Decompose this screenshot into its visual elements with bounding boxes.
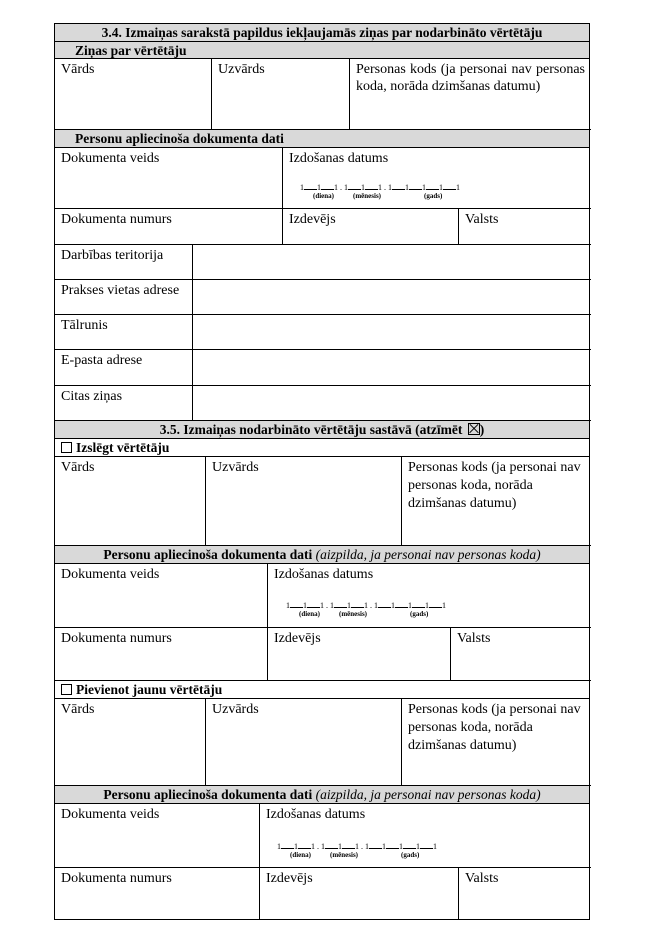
practice-address-input[interactable] (193, 280, 591, 315)
issuer-field[interactable]: Izdevējs (260, 868, 459, 920)
territory-input[interactable] (193, 245, 591, 280)
document-number-field[interactable]: Dokumenta numurs (55, 868, 260, 920)
date-tick: 1 (317, 183, 321, 192)
date-tick: 1 (286, 601, 290, 610)
date-tick: 1 (361, 183, 365, 192)
checked-box-icon (468, 423, 480, 435)
name-field[interactable]: Vārds (55, 59, 212, 130)
document-type-field[interactable]: Dokumenta veids (55, 148, 283, 209)
date-blank[interactable] (298, 842, 311, 849)
id-document-title: Personu apliecinoša dokumenta dati (55, 130, 589, 148)
phone-label: Tālrunis (55, 315, 193, 350)
document-type-field[interactable]: Dokumenta veids (55, 804, 260, 868)
date-separator: . (317, 842, 319, 851)
date-blank[interactable] (409, 183, 422, 190)
practice-address-label: Prakses vietas adrese (55, 280, 193, 315)
date-label: (mēnesis) (339, 610, 367, 618)
date-label: (diena) (299, 610, 320, 618)
phone-input[interactable] (193, 315, 591, 350)
form (54, 23, 590, 920)
date-blank[interactable] (334, 601, 347, 608)
date-separator: . (326, 601, 328, 610)
date-tick: 1 (303, 601, 307, 610)
date-line (286, 601, 446, 618)
surname-field[interactable]: Uzvārds (206, 457, 402, 546)
surname-field[interactable]: Uzvārds (206, 699, 402, 786)
date-tick: 1 (433, 842, 437, 851)
date-tick: 1 (378, 183, 382, 192)
date-blank[interactable] (307, 601, 320, 608)
personal-code-field[interactable]: Personas kods (ja personai nav personas koda, norāda dzimšanas datumu) (350, 59, 591, 130)
id-document-title: Personu apliecinoša dokumenta dati (aizpilda, ja personai nav personas koda) (55, 786, 589, 804)
date-tick: 1 (344, 183, 348, 192)
issuer-field[interactable]: Izdevējs (268, 628, 451, 681)
issue-date-field[interactable]: Izdošanas datums (268, 564, 591, 628)
date-blank[interactable] (290, 601, 303, 608)
other-info-label: Citas ziņas (55, 386, 193, 421)
date-separator: . (370, 601, 372, 610)
date-blank[interactable] (426, 183, 439, 190)
date-tick: 1 (425, 601, 429, 610)
date-blank[interactable] (325, 842, 338, 849)
document-number-field[interactable]: Dokumenta numurs (55, 628, 268, 681)
email-label: E-pasta adrese (55, 350, 193, 386)
country-field[interactable]: Valsts (465, 871, 499, 886)
id-document-title: Personu apliecinoša dokumenta dati (aizpilda, ja personai nav personas koda) (55, 546, 589, 564)
remove-valuer-option[interactable]: Izslēgt vērtētāju (55, 439, 589, 457)
surname-field[interactable]: Uzvārds (212, 59, 350, 130)
date-tick: 1 (364, 601, 368, 610)
other-info-input[interactable] (193, 386, 591, 421)
date-group (286, 601, 324, 618)
date-group (321, 842, 359, 859)
date-tick: 1 (321, 842, 325, 851)
date-blank[interactable] (321, 183, 334, 190)
date-tick: 1 (416, 842, 420, 851)
date-separator: . (361, 842, 363, 851)
date-blank[interactable] (378, 601, 391, 608)
date-blank[interactable] (392, 183, 405, 190)
date-group (365, 842, 437, 859)
date-tick: 1 (347, 601, 351, 610)
date-tick: 1 (405, 183, 409, 192)
date-tick: 1 (388, 183, 392, 192)
date-blank[interactable] (369, 842, 382, 849)
date-tick: 1 (456, 183, 460, 192)
date-group (344, 183, 382, 200)
valuer-info-title: Ziņas par vērtētāju (55, 42, 589, 59)
date-tick: 1 (277, 842, 281, 851)
date-tick: 1 (422, 183, 426, 192)
date-separator: . (384, 183, 386, 192)
date-blank[interactable] (281, 842, 294, 849)
section-3-5-title: 3.5. Izmaiņas nodarbināto vērtētāju sastāvā (atzīmēt ) (55, 421, 589, 439)
name-field[interactable]: Vārds (55, 457, 206, 546)
date-blank[interactable] (351, 601, 364, 608)
date-blank[interactable] (348, 183, 361, 190)
date-tick: 1 (294, 842, 298, 851)
territory-label: Darbības teritorija (55, 245, 193, 280)
email-input[interactable] (193, 350, 591, 386)
date-tick: 1 (311, 842, 315, 851)
date-separator: . (340, 183, 342, 192)
date-group (388, 183, 460, 200)
date-tick: 1 (374, 601, 378, 610)
date-label: (mēnesis) (330, 851, 358, 859)
date-tick: 1 (442, 601, 446, 610)
issue-date-field[interactable]: Izdošanas datums (283, 148, 591, 209)
date-tick: 1 (391, 601, 395, 610)
date-tick: 1 (365, 842, 369, 851)
date-label: (diena) (290, 851, 311, 859)
date-blank[interactable] (412, 601, 425, 608)
date-group (300, 183, 338, 200)
date-tick: 1 (338, 842, 342, 851)
date-blank[interactable] (403, 842, 416, 849)
date-blank[interactable] (386, 842, 399, 849)
date-line (277, 842, 437, 859)
add-valuer-option[interactable]: Pievienot jaunu vērtētāju (55, 681, 589, 699)
date-label: (mēnesis) (353, 192, 381, 200)
date-blank[interactable] (365, 183, 378, 190)
checkbox-icon[interactable] (61, 684, 72, 695)
date-tick: 1 (355, 842, 359, 851)
date-blank[interactable] (443, 183, 456, 190)
date-blank[interactable] (342, 842, 355, 849)
date-blank[interactable] (420, 842, 433, 849)
date-group (374, 601, 446, 618)
date-tick: 1 (320, 601, 324, 610)
date-group (330, 601, 368, 618)
issue-date-field[interactable]: Izdošanas datums (260, 804, 591, 868)
date-label: (gads) (424, 192, 443, 200)
date-blank[interactable] (395, 601, 408, 608)
date-line (300, 183, 460, 200)
date-tick: 1 (382, 842, 386, 851)
date-tick: 1 (330, 601, 334, 610)
date-tick: 1 (408, 601, 412, 610)
date-label: (gads) (401, 851, 420, 859)
date-tick: 1 (334, 183, 338, 192)
country-field[interactable]: Valsts (451, 628, 591, 681)
personal-code-field[interactable]: Personas kods (ja personai nav personas koda, norāda dzimšanas datumu) (402, 457, 591, 546)
date-tick: 1 (439, 183, 443, 192)
date-label: (diena) (313, 192, 334, 200)
personal-code-field[interactable]: Personas kods (ja personai nav personas koda, norāda dzimšanas datumu) (402, 699, 591, 786)
checkbox-icon[interactable] (61, 442, 72, 453)
name-field[interactable]: Vārds (55, 699, 206, 786)
date-tick: 1 (300, 183, 304, 192)
country-field[interactable]: Valsts (459, 209, 591, 245)
document-type-field[interactable]: Dokumenta veids (55, 564, 268, 628)
document-number-field[interactable]: Dokumenta numurs (55, 209, 283, 245)
date-blank[interactable] (429, 601, 442, 608)
issuer-field[interactable]: Izdevējs (283, 209, 459, 245)
date-group (277, 842, 315, 859)
date-tick: 1 (399, 842, 403, 851)
section-3-4-title: 3.4. Izmaiņas sarakstā papildus iekļaujamās ziņas par nodarbināto vērtētāju (55, 24, 589, 42)
date-label: (gads) (410, 610, 429, 618)
date-blank[interactable] (304, 183, 317, 190)
